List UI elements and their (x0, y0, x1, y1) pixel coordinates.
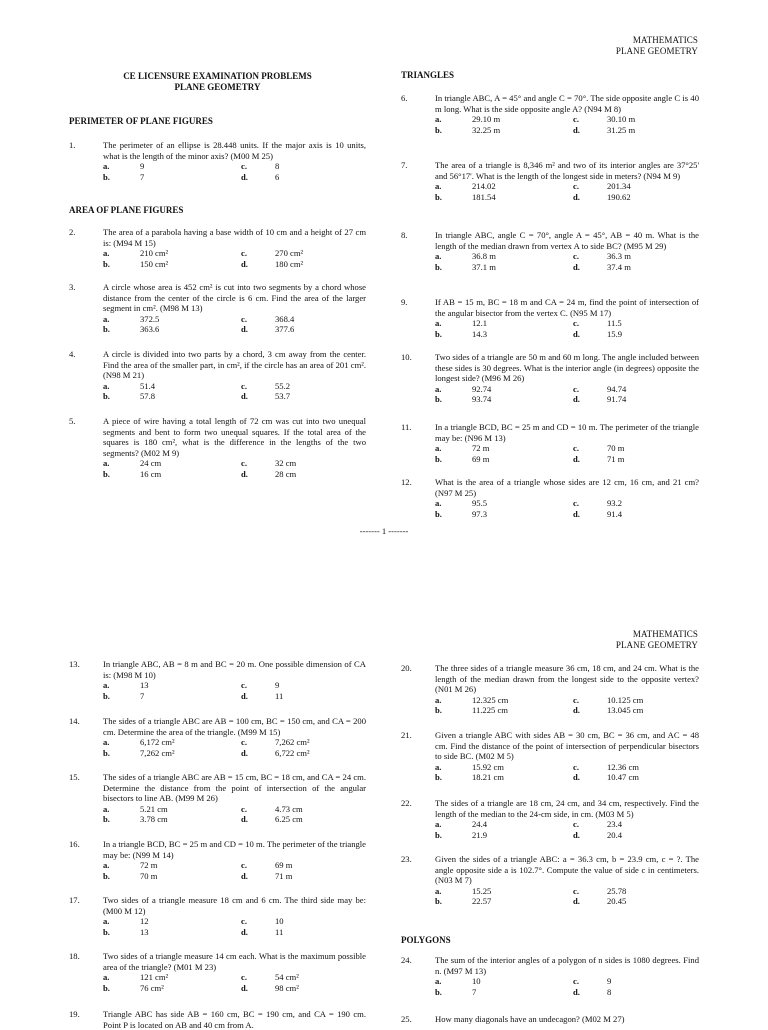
choice-value: 23.4 (607, 819, 623, 830)
choice-letter: c. (573, 114, 579, 125)
choice-value: 6.25 cm (275, 814, 303, 825)
choice-value: 11 (275, 926, 284, 937)
choice-value: 10.47 cm (607, 772, 639, 783)
choice-value: 93.74 (472, 394, 492, 405)
choice-letter: a. (103, 313, 110, 324)
problem-number: 9. (401, 297, 408, 307)
choice-letter: a. (435, 976, 442, 987)
problem-number: 5. (69, 416, 76, 426)
problem-text: In triangle ABC, AB = 8 m and BC = 20 m. One possible dimension of CA is: (M98 M 10) (103, 659, 366, 680)
choice-letter: d. (573, 986, 580, 997)
choice-value: 71 m (607, 453, 625, 464)
problem-text: Two sides of a triangle measure 14 cm each. What is the maximum possible area of the triangle? (M01 M 23) (103, 951, 366, 972)
choice-letter: c. (241, 860, 247, 871)
choice-letter: c. (241, 248, 247, 259)
problem-number: 23. (401, 854, 412, 864)
choice-letter: b. (435, 896, 442, 907)
choice-value: 20.4 (607, 829, 623, 840)
title-line-1: CE LICENSURE EXAMINATION PROBLEMS (123, 71, 312, 81)
choice-value: 11.5 (607, 318, 622, 329)
choice-value: 13 (140, 926, 149, 937)
problem-text: A circle is divided into two parts by a chord, 3 cm away from the center. Find the area of the smaller part, in cm², if the circle has an area of 201 cm². (N98 M 21) (103, 349, 366, 381)
choice-letter: d. (241, 870, 248, 881)
problem-number: 18. (69, 951, 80, 961)
problem-number: 6. (401, 93, 408, 103)
choice-letter: b. (435, 261, 442, 272)
problem-number: 12. (401, 477, 412, 487)
choice-letter: b. (103, 258, 110, 269)
choice-letter: b. (103, 171, 110, 182)
choice-value: 18.21 cm (472, 772, 504, 783)
choice-letter: d. (573, 124, 580, 135)
page-header (616, 35, 698, 57)
choice-value: 37.1 m (472, 261, 496, 272)
choice-value: 91.74 (607, 394, 627, 405)
choice-value: 150 cm² (140, 258, 169, 269)
choice-letter: a. (103, 860, 110, 871)
choice-value: 6,172 cm² (140, 737, 175, 748)
choice-value: 12.1 (472, 318, 488, 329)
choice-letter: d. (573, 896, 580, 907)
choice-letter: b. (435, 986, 442, 997)
choice-value: 7 (140, 171, 145, 182)
header-subject: MATHEMATICS (632, 35, 698, 45)
choice-value: 7,262 cm² (275, 737, 310, 748)
choice-letter: a. (435, 114, 442, 125)
choice-value: 377.6 (275, 324, 295, 335)
choice-letter: a. (435, 443, 442, 454)
choice-value: 214.02 (472, 181, 496, 192)
choice-letter: c. (241, 737, 247, 748)
choice-letter: d. (573, 328, 580, 339)
choice-value: 13.045 cm (607, 705, 644, 716)
choice-value: 69 m (472, 453, 490, 464)
problem-text: The area of a parabola having a base width of 10 cm and a height of 27 cm is: (M94 M 15) (103, 227, 366, 248)
choice-letter: c. (573, 761, 579, 772)
section-heading: TRIANGLES (401, 70, 455, 80)
choice-value: 7,262 cm² (140, 747, 175, 758)
choice-value: 210 cm² (140, 248, 169, 259)
choice-value: 7 (472, 986, 477, 997)
choice-value: 22.57 (472, 896, 492, 907)
choice-value: 6,722 cm² (275, 747, 310, 758)
problem-text: The sum of the interior angles of a polygon of n sides is 1080 degrees. Find n. (M97 M 13) (435, 955, 699, 976)
title-line-2: PLANE GEOMETRY (174, 82, 261, 92)
problem-text: The area of a triangle is 8,346 m² and two of its interior angles are 37°25' and 56°17'. What is the length of the longest side in meters? (N94 M 9) (435, 160, 699, 181)
choice-letter: c. (241, 680, 247, 691)
problem-text: What is the area of a triangle whose sides are 12 cm, 16 cm, and 21 cm? (N97 M 25) (435, 477, 699, 498)
problem-text: How many diagonals have an undecagon? (M02 M 27) (435, 1014, 625, 1024)
choice-value: 363.6 (140, 324, 160, 335)
choice-value: 6 (275, 171, 280, 182)
choice-letter: d. (241, 391, 248, 402)
choice-value: 72 m (472, 443, 490, 454)
choice-value: 76 cm² (140, 982, 164, 993)
document-title (69, 71, 366, 93)
problem-number: 7. (401, 160, 408, 170)
problem-number: 11. (401, 422, 412, 432)
choice-letter: d. (241, 926, 248, 937)
problem-text: Two sides of a triangle are 50 m and 60 m long. The angle included between these sides is 30 degrees. What is the interior angle (in degrees) opposite the longest side? (M96 M 26) (435, 352, 699, 384)
problem-text: In a triangle BCD, BC = 25 m and CD = 10 m. The perimeter of the triangle may be: (N99 M 14) (103, 839, 366, 860)
choice-letter: c. (241, 916, 247, 927)
choice-value: 25.78 (607, 885, 627, 896)
section-heading: AREA OF PLANE FIGURES (69, 205, 184, 215)
page-2 (0, 596, 768, 1030)
choice-value: 95.5 (472, 498, 488, 509)
choice-value: 70 m (607, 443, 625, 454)
choice-value: 36.8 m (472, 251, 496, 262)
choice-letter: a. (103, 380, 110, 391)
choice-letter: d. (573, 394, 580, 405)
choice-value: 16 cm (140, 469, 162, 479)
choice-value: 5.21 cm (140, 803, 168, 814)
problem-text: The perimeter of an ellipse is 28.448 units. If the major axis is 10 units, what is the length of the minor axis? (M00 M 25) (103, 140, 366, 161)
choice-letter: b. (435, 394, 442, 405)
problem-text: The three sides of a triangle measure 36 cm, 18 cm, and 24 cm. What is the length of the median drawn from the longest side to the opposite vertex? (N01 M 26) (435, 663, 699, 695)
choice-value: 15.9 (607, 328, 623, 339)
choice-letter: c. (241, 161, 247, 172)
choice-value: 9 (607, 976, 612, 987)
choice-letter: a. (435, 251, 442, 262)
choice-value: 15.25 (472, 885, 492, 896)
problem-number: 15. (69, 772, 80, 782)
choice-letter: b. (103, 469, 110, 479)
choice-letter: c. (573, 443, 579, 454)
choice-letter: b. (103, 391, 110, 402)
choice-value: 55.2 (275, 380, 291, 391)
choice-value: 98 cm² (275, 982, 299, 993)
choice-value: 201.34 (607, 181, 631, 192)
choice-value: 20.45 (607, 896, 627, 907)
problem-text: Given the sides of a triangle ABC: a = 36.3 cm, b = 23.9 cm, c = ?. The angle opposite side a is 102.7°. Compute the value of side c in centimeters. (N03 M 7) (435, 854, 699, 886)
choice-letter: b. (435, 328, 442, 339)
problem-text: The sides of a triangle ABC are AB = 100 cm, BC = 150 cm, and CA = 200 cm. Determine the area of the triangle. (M99 M 15) (103, 716, 366, 737)
choice-value: 10.125 cm (607, 694, 644, 705)
choice-value: 51.4 (140, 380, 156, 391)
choice-letter: b. (103, 747, 110, 758)
choice-value: 24 cm (140, 458, 162, 469)
section-heading: POLYGONS (401, 935, 451, 945)
choice-letter: d. (573, 261, 580, 272)
problem-number: 10. (401, 352, 412, 362)
choice-value: 15.92 cm (472, 761, 504, 772)
choice-letter: a. (435, 885, 442, 896)
choice-value: 30.10 m (607, 114, 636, 125)
problem-number: 17. (69, 895, 80, 905)
choice-letter: b. (435, 508, 442, 519)
choice-value: 180 cm² (275, 258, 304, 269)
choice-letter: d. (241, 690, 248, 701)
choice-letter: d. (573, 191, 580, 202)
choice-letter: c. (573, 885, 579, 896)
page-header (616, 629, 698, 651)
choice-value: 97.3 (472, 508, 488, 519)
choice-letter: a. (103, 972, 110, 983)
choice-value: 368.4 (275, 313, 295, 324)
page-footer: ------- 1 ------- (359, 526, 409, 536)
choice-letter: d. (573, 453, 580, 464)
choice-letter: a. (435, 318, 442, 329)
choice-letter: b. (103, 926, 110, 937)
choice-letter: d. (241, 814, 248, 825)
choice-value: 94.74 (607, 383, 627, 394)
choice-value: 7 (140, 690, 145, 701)
problem-number: 1. (69, 140, 76, 150)
choice-value: 10 (472, 976, 481, 987)
choice-value: 54 cm² (275, 972, 299, 983)
choice-value: 93.2 (607, 498, 623, 509)
header-topic: PLANE GEOMETRY (615, 640, 698, 650)
problem-text: In a triangle BCD, BC = 25 m and CD = 10 m. The perimeter of the triangle may be: (N96 M 13) (435, 422, 699, 443)
choice-letter: d. (241, 324, 248, 335)
problem-number: 13. (69, 659, 80, 669)
choice-letter: a. (103, 803, 110, 814)
choice-letter: b. (435, 705, 442, 716)
choice-letter: c. (573, 976, 579, 987)
choice-letter: b. (435, 191, 442, 202)
problem-number: 16. (69, 839, 80, 849)
choice-letter: c. (573, 318, 579, 329)
problem-number: 2. (69, 227, 76, 237)
problem-number: 22. (401, 798, 412, 808)
choice-letter: d. (241, 171, 248, 182)
choice-letter: a. (435, 694, 442, 705)
problem-text: If AB = 15 m, BC = 18 m and CA = 24 m, find the point of intersection of the angular bisector from the vertex C. (N95 M 17) (435, 297, 699, 318)
problem-number: 20. (401, 663, 412, 673)
choice-value: 70 m (140, 870, 158, 881)
choice-value: 53.7 (275, 391, 291, 402)
header-subject: MATHEMATICS (632, 629, 698, 639)
choice-letter: c. (241, 313, 247, 324)
choice-value: 8 (275, 161, 280, 172)
choice-value: 3.78 cm (140, 814, 168, 825)
header-topic: PLANE GEOMETRY (615, 46, 698, 56)
choice-value: 12 (140, 916, 149, 927)
choice-letter: c. (241, 458, 247, 469)
choice-letter: a. (103, 680, 110, 691)
choice-value: 72 m (140, 860, 158, 871)
choice-value: 71 m (275, 870, 293, 881)
problem-number: 4. (69, 349, 76, 359)
problem-text: Given a triangle ABC with sides AB = 30 cm, BC = 36 cm, and AC = 48 cm. Find the distance of the point of intersection of perpendicular bisectors to side BC. (M02 M 5) (435, 730, 699, 762)
choice-letter: a. (103, 248, 110, 259)
choice-value: 69 m (275, 860, 293, 871)
choice-value: 372.5 (140, 313, 160, 324)
choice-value: 32 cm (275, 458, 297, 469)
choice-value: 21.9 (472, 829, 488, 840)
choice-value: 190.62 (607, 191, 631, 202)
choice-letter: a. (103, 161, 110, 172)
choice-value: 11 (275, 690, 284, 701)
choice-value: 36.3 m (607, 251, 631, 262)
choice-value: 92.74 (472, 383, 492, 394)
choice-value: 32.25 m (472, 124, 501, 135)
choice-letter: b. (103, 982, 110, 993)
choice-letter: a. (435, 498, 442, 509)
choice-letter: c. (573, 181, 579, 192)
choice-letter: c. (573, 251, 579, 262)
problem-text: In triangle ABC, A = 45° and angle C = 70°. The side opposite angle C is 40 m long. What is the side opposite angle A? (N94 M 8) (435, 93, 699, 114)
problem-text: The sides of a triangle are 18 cm, 24 cm, and 34 cm, respectively. Find the length of the median to the 24-cm side, in cm. (M03 M 5) (435, 798, 699, 819)
choice-value: 12.36 cm (607, 761, 639, 772)
choice-letter: c. (241, 803, 247, 814)
choice-value: 8 (607, 986, 612, 997)
choice-letter: c. (573, 819, 579, 830)
choice-letter: c. (573, 694, 579, 705)
choice-value: 121 cm² (140, 972, 169, 983)
choice-value: 9 (275, 680, 280, 691)
choice-value: 29.10 m (472, 114, 501, 125)
problem-number: 24. (401, 955, 412, 965)
choice-letter: c. (573, 498, 579, 509)
choice-letter: b. (435, 453, 442, 464)
choice-value: 4.73 cm (275, 803, 303, 814)
choice-letter: a. (435, 819, 442, 830)
choice-letter: a. (435, 181, 442, 192)
choice-letter: a. (435, 761, 442, 772)
choice-letter: a. (435, 383, 442, 394)
choice-value: 270 cm² (275, 248, 304, 259)
choice-value: 57.8 (140, 391, 156, 402)
choice-value: 37.4 m (607, 261, 631, 272)
choice-letter: c. (241, 380, 247, 391)
choice-letter: d. (573, 829, 580, 840)
choice-value: 91.4 (607, 508, 623, 519)
choice-letter: a. (103, 458, 110, 469)
problem-number: 8. (401, 230, 408, 240)
choice-letter: b. (103, 814, 110, 825)
choice-letter: b. (103, 870, 110, 881)
choice-value: 28 cm (275, 469, 297, 479)
problem-text: The sides of a triangle ABC are AB = 15 cm, BC = 18 cm, and CA = 24 cm. Determine the distance from the point of intersection of the angular bisectors to line AB. (M99 M 26) (103, 772, 366, 804)
section-heading: PERIMETER OF PLANE FIGURES (69, 116, 213, 126)
choice-letter: b. (435, 124, 442, 135)
choice-letter: b. (435, 772, 442, 783)
choice-value: 11.225 cm (472, 705, 508, 716)
choice-letter: d. (241, 469, 248, 479)
choice-value: 13 (140, 680, 149, 691)
problem-text: Triangle ABC has side AB = 160 cm, BC = 190 cm, and CA = 190 cm. Point P is located on AB and 40 cm from A. (103, 1009, 366, 1030)
problem-number: 3. (69, 282, 76, 292)
choice-letter: b. (103, 690, 110, 701)
choice-value: 24.4 (472, 819, 488, 830)
choice-letter: d. (241, 747, 248, 758)
choice-value: 14.3 (472, 328, 488, 339)
choice-value: 9 (140, 161, 145, 172)
choice-letter: a. (103, 916, 110, 927)
problem-number: 21. (401, 730, 412, 740)
problem-text: In triangle ABC, angle C = 70°, angle A = 45°, AB = 40 m. What is the length of the median drawn from vertex A to side BC? (M95 M 29) (435, 230, 699, 251)
choice-letter: b. (435, 829, 442, 840)
problem-number: 19. (69, 1009, 80, 1019)
choice-value: 12.325 cm (472, 694, 509, 705)
choice-letter: d. (573, 508, 580, 519)
choice-letter: d. (241, 258, 248, 269)
choice-letter: c. (573, 383, 579, 394)
choice-letter: a. (103, 737, 110, 748)
choice-value: 10 (275, 916, 284, 927)
choice-letter: d. (241, 982, 248, 993)
choice-letter: d. (573, 705, 580, 716)
problem-number: 14. (69, 716, 80, 726)
problem-text: A circle whose area is 452 cm² is cut into two segments by a chord whose distance from the center of the circle is 6 cm. Find the area of the larger segment in cm². (M98 M 13) (103, 282, 366, 314)
problem-text: A piece of wire having a total length of 72 cm was cut into two unequal segments and bent to form two unequal squares. If the total area of the squares is 180 cm², what is the difference in the lengths of the two segments? (M02 M 9) (103, 416, 366, 458)
choice-letter: b. (103, 324, 110, 335)
choice-letter: c. (241, 972, 247, 983)
problem-text: Two sides of a triangle measure 18 cm and 6 cm. The third side may be: (M00 M 12) (103, 895, 366, 916)
choice-value: 31.25 m (607, 124, 636, 135)
problem-number: 25. (401, 1014, 412, 1024)
choice-letter: d. (573, 772, 580, 783)
choice-value: 181.54 (472, 191, 496, 202)
